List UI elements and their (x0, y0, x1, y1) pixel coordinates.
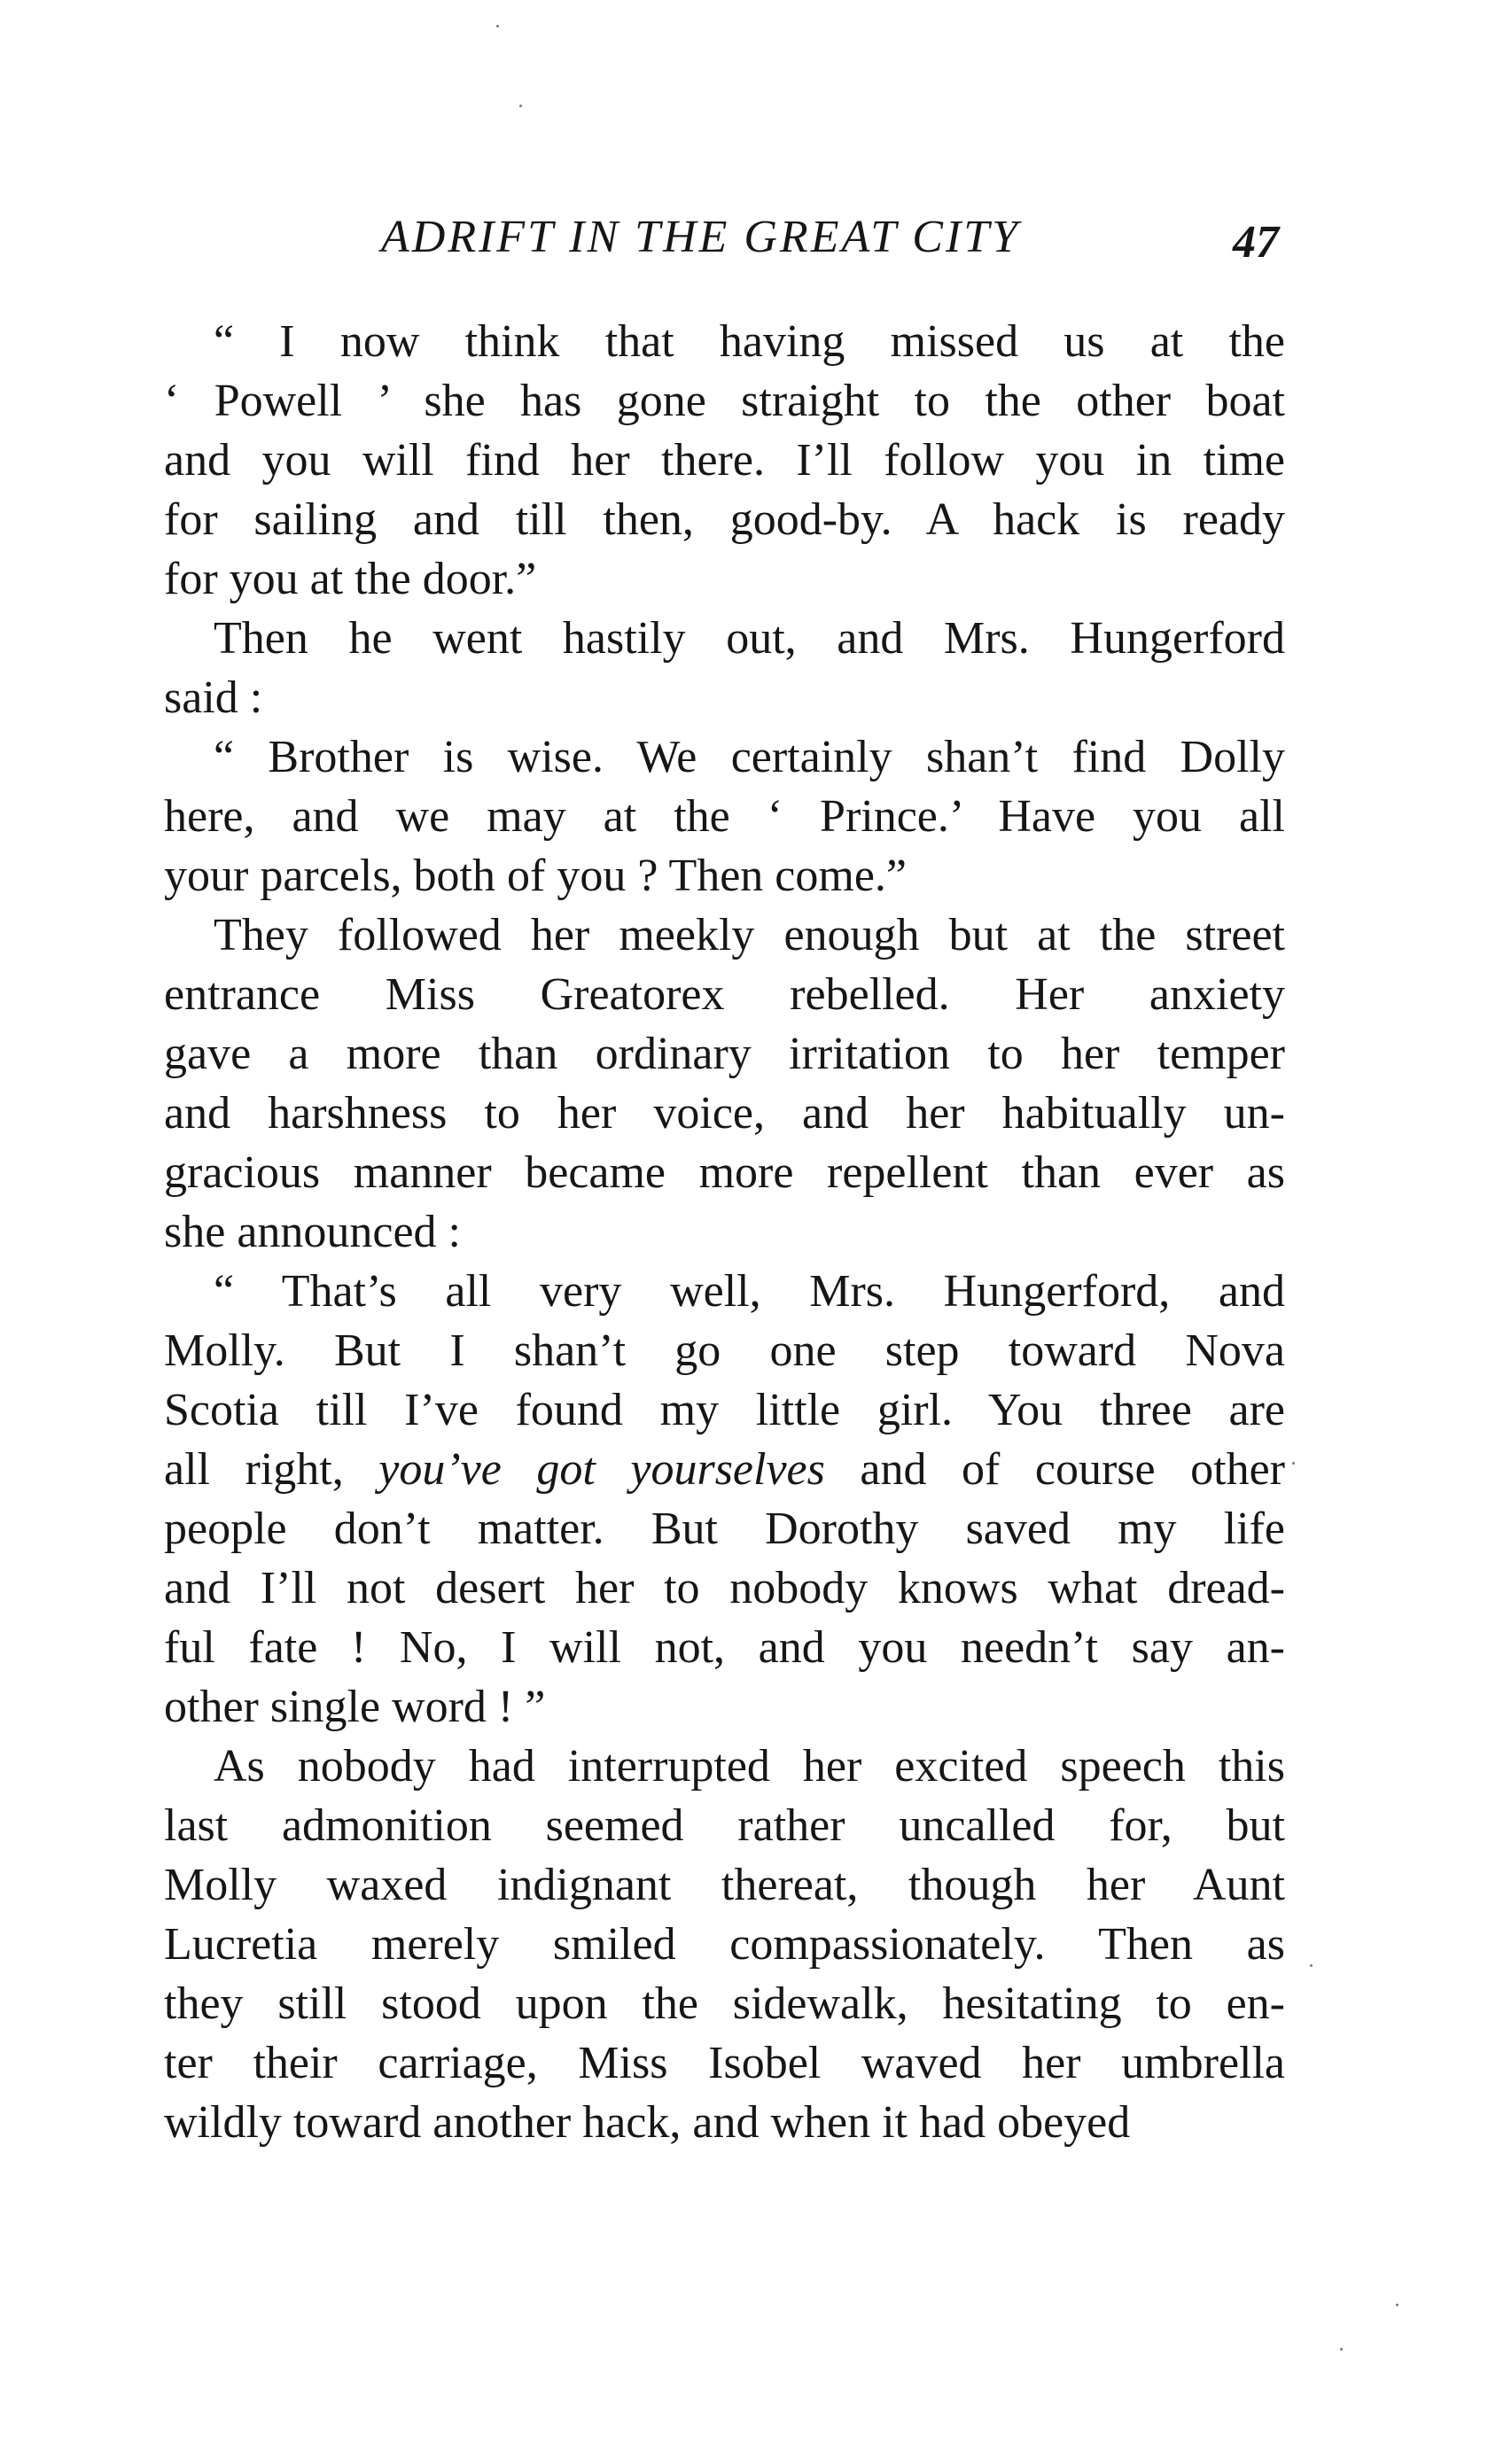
text-line: Then he went hastily out, and Mrs. Hungerford (214, 613, 1285, 664)
text-line: she announced : (164, 1207, 462, 1257)
scan-speck (1396, 2304, 1398, 2306)
text-line: for sailing and till then, good-by. A hack is ready (164, 494, 1285, 545)
text-line: ‘ Powell ’ she has gone straight to the other boat (164, 376, 1285, 426)
text-line: Scotia till I’ve found my little girl. You three are (164, 1385, 1285, 1435)
text-line: “ Brother is wise. We certainly shan’t find Dolly (214, 732, 1285, 782)
text-line: Molly waxed indignant thereat, though her Aunt (164, 1860, 1285, 1910)
text-run: all right, (164, 1444, 379, 1495)
running-title: ADRIFT IN THE GREAT CITY (381, 212, 1021, 262)
scan-speck (1340, 2348, 1343, 2351)
text-line: they still stood upon the sidewalk, hesitating to en- (164, 1978, 1285, 2029)
scan-speck (496, 25, 499, 27)
text-line: wildly toward another hack, and when it had obeyed (164, 2097, 1131, 2148)
text-line (164, 1440, 1285, 1499)
text-line: here, and we may at the ‘ Prince.’ Have you all (164, 791, 1285, 842)
text-run: and of course other (824, 1444, 1285, 1495)
text-line: entrance Miss Greatorex rebelled. Her anxiety (164, 969, 1285, 1020)
text-line: ful fate ! No, I will not, and you needn’t say an- (164, 1622, 1285, 1673)
page-number: 47 (1233, 217, 1279, 268)
text-line: and I’ll not desert her to nobody knows what dread- (164, 1563, 1285, 1613)
page-header (164, 204, 1289, 275)
text-line: “ That’s all very well, Mrs. Hungerford, and (214, 1266, 1285, 1317)
text-line: They followed her meekly enough but at the street (214, 910, 1285, 960)
text-line: and harshness to her voice, and her habitually un- (164, 1088, 1285, 1139)
text-line: your parcels, both of you ? Then come.” (164, 851, 907, 901)
scan-speck (519, 105, 522, 107)
text-line: other single word ! ” (164, 1682, 546, 1732)
italic-text-run: you’ve got yourselves (378, 1444, 825, 1495)
text-line: As nobody had interrupted her excited speech this (214, 1741, 1285, 1792)
text-line: gracious manner became more repellent than ever as (164, 1147, 1285, 1198)
body-text (164, 312, 1285, 2152)
text-line: Molly. But I shan’t go one step toward Nova (164, 1325, 1285, 1376)
text-line: and you will find her there. I’ll follow you in time (164, 435, 1285, 486)
text-line: people don’t matter. But Dorothy saved my life (164, 1504, 1285, 1554)
scan-speck (1292, 1462, 1295, 1465)
text-line: last admonition seemed rather uncalled for, but (164, 1800, 1285, 1851)
text-line: said : (164, 672, 263, 723)
text-line: for you at the door.” (164, 554, 537, 604)
text-line: gave a more than ordinary irritation to her temper (164, 1029, 1285, 1079)
text-line: Lucretia merely smiled compassionately. Then as (164, 1919, 1285, 1970)
scan-speck (1310, 1964, 1313, 1967)
text-line: “ I now think that having missed us at the (214, 316, 1285, 367)
text-line: ter their carriage, Miss Isobel waved her umbrella (164, 2038, 1285, 2088)
